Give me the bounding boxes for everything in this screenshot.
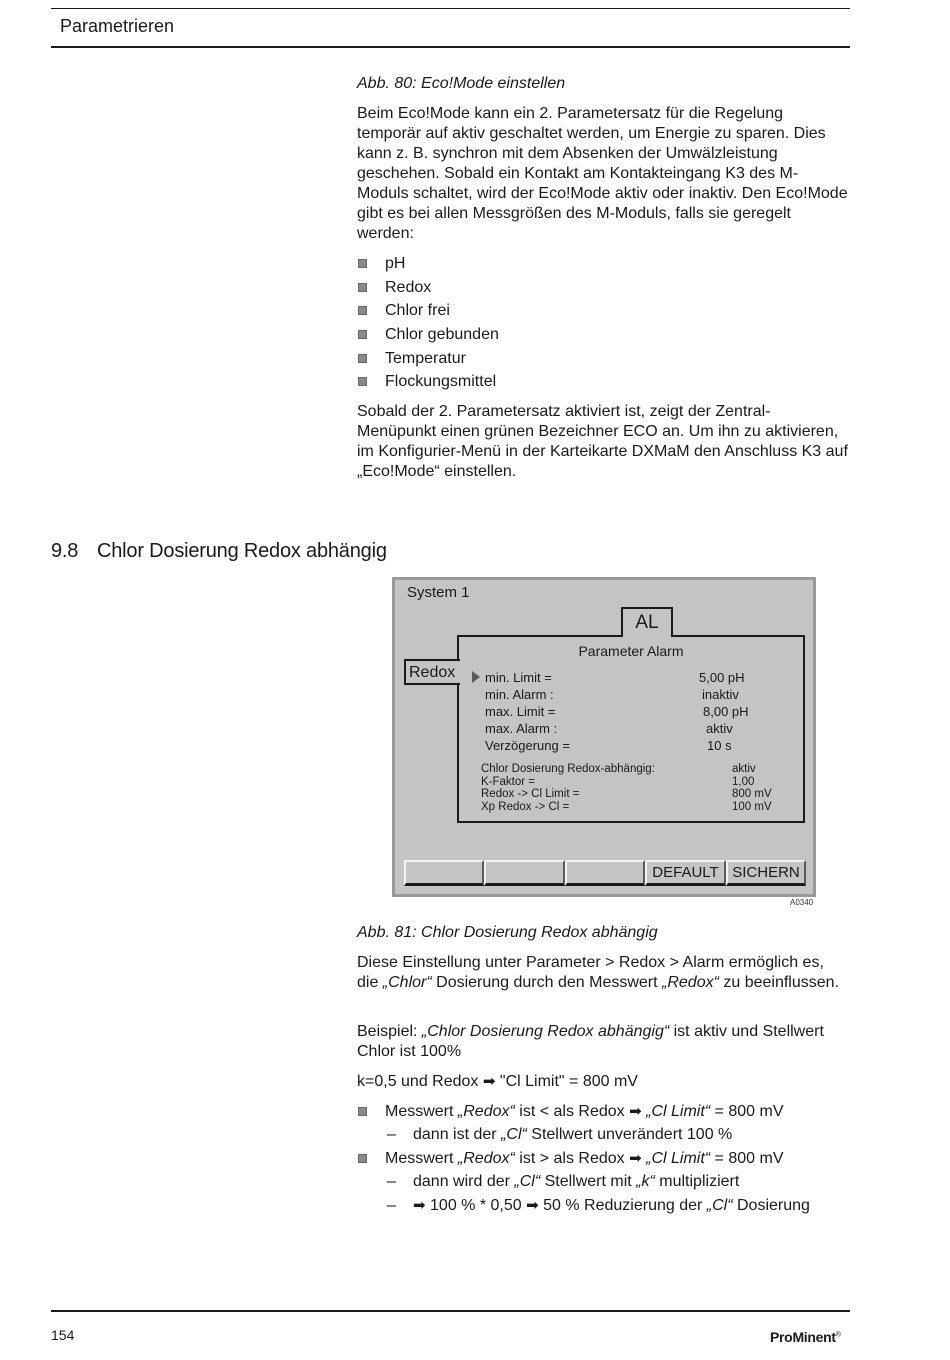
list-item: Chlor gebunden [357, 325, 837, 349]
list-item: Redox [357, 278, 837, 302]
measurement-list [357, 254, 837, 396]
list-item: pH [357, 254, 837, 278]
list-item: Flockungsmittel [357, 372, 837, 396]
square-bullet-icon [358, 354, 367, 363]
example-list [357, 1102, 849, 1126]
square-bullet-icon [358, 306, 367, 315]
redox-chlor-row: Chlor Dosierung Redox-abhängig: aktiv [481, 763, 756, 775]
softkey-3[interactable] [565, 860, 645, 886]
page-number: 154 [51, 1327, 75, 1343]
param-row[interactable]: min. Alarm : inaktiv [485, 687, 739, 702]
selection-cursor-icon [472, 671, 480, 683]
tab-redox[interactable]: Redox [404, 659, 460, 685]
fig80-intro: Beim Eco!Mode kann ein 2. Parametersatz für die Regelung temporär auf aktiv geschaltet werden, um Energie zu sparen. Dies kann z. B. synchron mit dem Absenken der Umwälzleistung geschehen. Sobald ein Kontakt am Kontakteingang K3 des M-Moduls schaltet, wird der Eco!Mode aktiv oder inaktiv. Den Eco!Mode gibt es bei allen Messgrößen des M-Moduls, falls sie geregelt werden: [357, 105, 848, 242]
fig81-paragraph-1: Diese Einstellung unter Parameter > Redox > Alarm ermöglich es, die „Chlor“ Dosierung durch den Messwert „Redox“ zu beeinflussen. [357, 954, 839, 991]
list-item: – dann wird der „Cl“ Stellwert mit „k“ multipliziert [387, 1173, 740, 1190]
square-bullet-icon [358, 1107, 367, 1116]
list-item: – ➡ 100 % * 0,50 ➡ 50 % Reduzierung der „Cl“ Dosierung [387, 1196, 810, 1214]
brand-logo: ProMinent® [770, 1329, 841, 1345]
list-item: – dann ist der „Cl“ Stellwert unverändert 100 % [387, 1126, 733, 1143]
param-row[interactable]: max. Alarm : aktiv [485, 721, 733, 736]
dash-bullet: – [387, 1173, 396, 1190]
square-bullet-icon [358, 330, 367, 339]
fig81-paragraph-2: Beispiel: „Chlor Dosierung Redox abhängig“ ist aktiv und Stellwert Chlor ist 100% [357, 1023, 824, 1060]
list-item: Chlor frei [357, 301, 837, 325]
arrow-right-icon: ➡ [413, 1196, 426, 1214]
header-bottom-rule [51, 46, 850, 48]
arrow-right-icon: ➡ [629, 1103, 642, 1120]
param-row[interactable]: min. Limit = 5,00 pH [485, 670, 745, 685]
softkey-bar [404, 860, 806, 886]
header-title: Parametrieren [60, 16, 175, 36]
list-item: Temperatur [357, 349, 837, 373]
fig81-caption: Abb. 81: Chlor Dosierung Redox abhängig [357, 924, 658, 941]
section-heading [51, 540, 387, 563]
param-row[interactable]: Verzögerung = 10 s [485, 738, 732, 753]
redox-chlor-row: K-Faktor = 1,00 [481, 776, 755, 788]
param-row[interactable]: max. Limit = 8,00 pH [485, 704, 749, 719]
fig80-outro: Sobald der 2. Parametersatz aktiviert ist, zeigt der Zentral-Menüpunkt einen grünen Bezeichner ECO an. Um ihn zu aktivieren, im Konfigurier-Menü in der Karteikarte DXMaM den Anschluss K3 auf „Eco!Mode“ einstellen. [357, 403, 848, 480]
square-bullet-icon [358, 259, 367, 268]
arrow-right-icon: ➡ [629, 1150, 642, 1167]
controller-screen [392, 577, 816, 897]
dash-bullet: – [387, 1196, 396, 1214]
square-bullet-icon [358, 1154, 367, 1163]
softkey-2[interactable] [484, 860, 565, 886]
arrow-right-icon: ➡ [482, 1073, 496, 1090]
screen-title: System 1 [407, 584, 470, 601]
section-number: 9.8 [51, 540, 79, 562]
redox-chlor-row: Xp Redox -> Cl = 100 mV [481, 801, 772, 813]
tab-al[interactable]: AL [621, 607, 673, 637]
fig81-paragraph-3: k=0,5 und Redox ➡ "Cl Limit" = 800 mV [357, 1073, 638, 1090]
default-button[interactable]: DEFAULT [645, 860, 726, 886]
square-bullet-icon [358, 283, 367, 292]
redox-chlor-row: Redox -> Cl Limit = 800 mV [481, 788, 772, 800]
section-title: Chlor Dosierung Redox abhängig [97, 540, 387, 562]
example-list-2 [357, 1149, 849, 1173]
softkey-1[interactable] [404, 860, 484, 886]
arrow-right-icon: ➡ [526, 1196, 539, 1214]
parameter-alarm-panel [457, 635, 805, 823]
figure-id: A0340 [790, 898, 814, 907]
panel-title: Parameter Alarm [578, 643, 684, 659]
example-sublist-2 [357, 1172, 849, 1219]
list-item: Messwert „Redox“ ist < als Redox ➡ „Cl Limit“ = 800 mV [357, 1102, 849, 1126]
header-top-rule [51, 8, 850, 9]
example-sublist-1 [357, 1125, 849, 1149]
square-bullet-icon [358, 377, 367, 386]
dash-bullet: – [387, 1126, 396, 1143]
fig80-caption: Abb. 80: Eco!Mode einstellen [357, 75, 566, 92]
sichern-button[interactable]: SICHERN [726, 860, 806, 886]
list-item: Messwert „Redox“ ist > als Redox ➡ „Cl Limit“ = 800 mV [357, 1149, 849, 1173]
footer-rule [51, 1310, 850, 1312]
